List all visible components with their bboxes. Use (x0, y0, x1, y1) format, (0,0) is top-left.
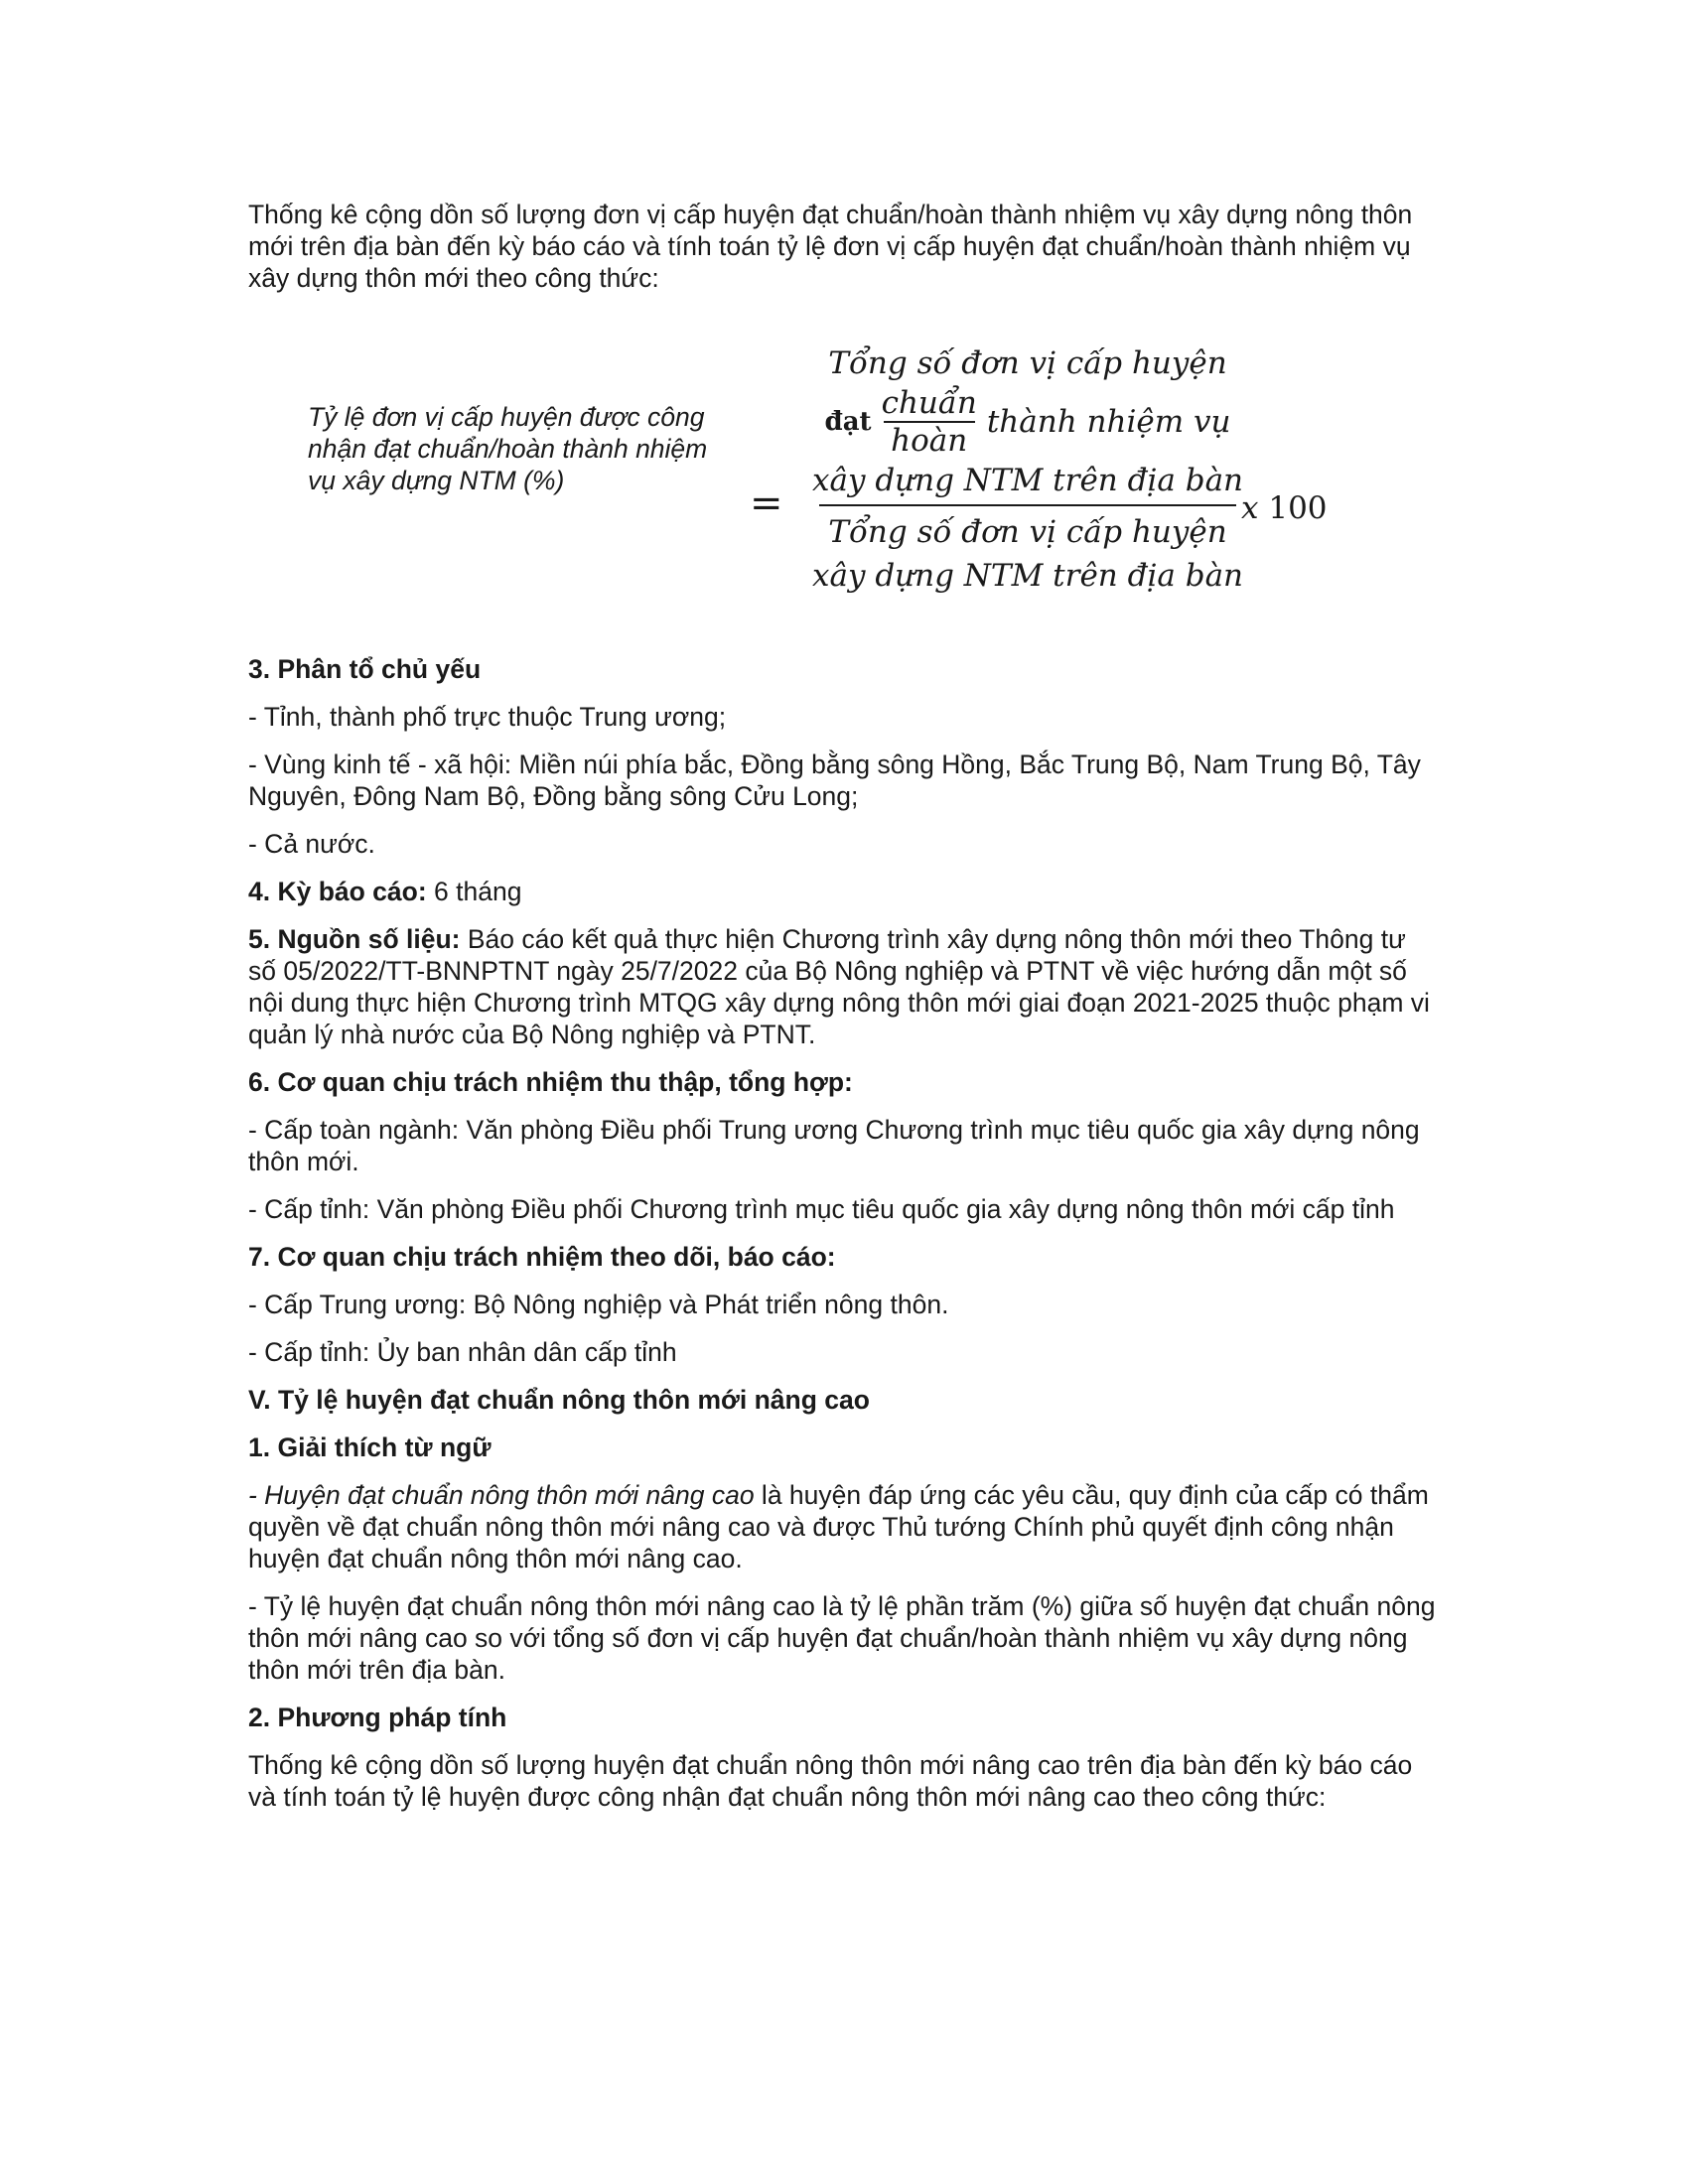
times-value: 100 (1268, 490, 1328, 526)
formula-fraction (804, 341, 1251, 598)
numerator-line-2 (804, 385, 1251, 459)
fraction-bar (819, 504, 1236, 506)
definition-text: là huyện đáp ứng các yêu cầu, quy định của cấp có thẩm quyền về đạt chuẩn nông thôn mới nâng cao và được Thủ tướng Chính phủ quyết định công nhận huyện đạt chuẩn nông thôn mới nâng cao. (248, 1480, 1429, 1573)
section-v2-text: Thống kê cộng dồn số lượng huyện đạt chuẩn nông thôn mới nâng cao trên địa bàn đến kỳ báo cáo và tính toán tỷ lệ huyện được công nhận đạt chuẩn nông thôn mới nâng cao theo công thức: (248, 1750, 1413, 1812)
section-7-item: - Cấp tỉnh: Ủy ban nhân dân cấp tỉnh (248, 1337, 677, 1367)
section-5-value: Báo cáo kết quả thực hiện Chương trình xây dựng nông thôn mới theo Thông tư số 05/2022/TT-BNNPTNT ngày 25/7/2022 của Bộ Nông nghiệp và PTNT về việc hướng dẫn một số nội dung thực hiện Chương trình MTQG xây dựng nông thôn mới giai đoạn 2021-2025 thuộc phạm vi quản lý nhà nước của Bộ Nông nghiệp và PTNT. (248, 924, 1430, 1049)
section-4-label: 4. Kỳ báo cáo: (248, 877, 427, 906)
section-v1-definition-2: - Tỷ lệ huyện đạt chuẩn nông thôn mới nâng cao là tỷ lệ phần trăm (%) giữa số huyện đạt chuẩn nông thôn mới nâng cao so với tổng số đơn vị cấp huyện đạt chuẩn/hoàn thành nhiệm vụ xây dựng nông thôn mới trên địa bàn. (248, 1591, 1436, 1685)
document-page (248, 199, 1440, 1829)
definition-term: - Huyện đạt chuẩn nông thôn mới nâng cao (248, 1480, 755, 1510)
section-6-item: - Cấp tỉnh: Văn phòng Điều phối Chương trình mục tiêu quốc gia xây dựng nông thôn mới cấp tỉnh (248, 1194, 1395, 1224)
numerator-line-1: Tổng số đơn vị cấp huyện (828, 345, 1227, 381)
inline-fraction-bottom: hoàn (891, 423, 968, 459)
inline-fraction-top: chuẩn (881, 385, 977, 421)
denominator-line-2: xây dựng NTM trên địa bàn (811, 558, 1244, 594)
numerator-line-3: xây dựng NTM trên địa bàn (811, 463, 1244, 498)
section-5-label: 5. Nguồn số liệu: (248, 924, 461, 954)
section-v1-definition-1 (248, 1479, 1440, 1574)
times-symbol: x (1241, 490, 1259, 526)
section-v-heading: V. Tỷ lệ huyện đạt chuẩn nông thôn mới nâng cao (248, 1385, 870, 1415)
numerator-rest: thành nhiệm vụ (986, 404, 1231, 440)
formula-block (248, 341, 1440, 639)
section-3-item: - Vùng kinh tế - xã hội: Miền núi phía bắc, Đồng bằng sông Hồng, Bắc Trung Bộ, Nam Trung Bộ, Tây Nguyên, Đông Nam Bộ, Đồng bằng sông Cửu Long; (248, 750, 1421, 811)
formula-equals: = (750, 480, 783, 526)
formula-multiplier (1241, 490, 1328, 526)
section-4 (248, 876, 1440, 907)
inline-fraction (882, 385, 977, 459)
section-7-item: - Cấp Trung ương: Bộ Nông nghiệp và Phát triển nông thôn. (248, 1290, 949, 1319)
section-v1-heading: 1. Giải thích từ ngữ (248, 1433, 492, 1462)
section-3-item: - Cả nước. (248, 829, 375, 859)
section-3-heading: 3. Phân tổ chủ yếu (248, 654, 482, 684)
denominator-line-1: Tổng số đơn vị cấp huyện (828, 514, 1227, 550)
section-3-item: - Tỉnh, thành phố trực thuộc Trung ương; (248, 702, 727, 732)
intro-paragraph: Thống kê cộng dồn số lượng đơn vị cấp huyện đạt chuẩn/hoàn thành nhiệm vụ xây dựng nông thôn mới trên địa bàn đến kỳ báo cáo và tính toán tỷ lệ đơn vị cấp huyện đạt chuẩn/hoàn thành nhiệm vụ xây dựng thôn mới theo công thức: (248, 200, 1413, 293)
formula-label: Tỷ lệ đơn vị cấp huyện được công nhận đạt chuẩn/hoàn thành nhiệm vụ xây dựng NTM (%) (308, 402, 708, 495)
section-5 (248, 923, 1440, 1050)
section-4-value: 6 tháng (426, 877, 522, 906)
numerator-dat: đạt (824, 407, 872, 437)
section-6-item: - Cấp toàn ngành: Văn phòng Điều phối Trung ương Chương trình mục tiêu quốc gia xây dựng nông thôn mới. (248, 1115, 1420, 1176)
section-6-heading: 6. Cơ quan chịu trách nhiệm thu thập, tổng hợp: (248, 1067, 853, 1097)
section-7-heading: 7. Cơ quan chịu trách nhiệm theo dõi, báo cáo: (248, 1242, 836, 1272)
section-v2-heading: 2. Phương pháp tính (248, 1703, 507, 1732)
